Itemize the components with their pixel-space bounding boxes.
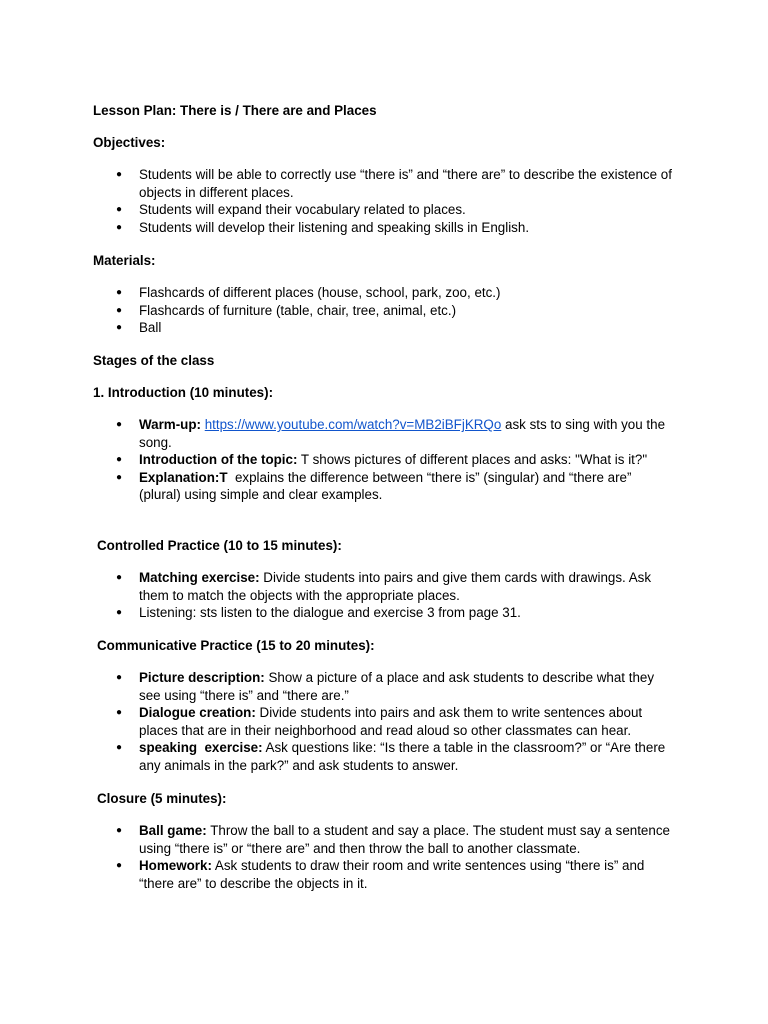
topic-text: T shows pictures of different places and asks: "What is it?" <box>297 452 648 468</box>
list-item-matching <box>0 569 674 604</box>
closure-list <box>0 822 674 892</box>
list-item: ● Flashcards of furniture (table, chair, tree, animal, etc.) <box>0 302 674 320</box>
explanation-label: Explanation:T <box>139 469 228 485</box>
explanation-text: explains the difference between “there is” (singular) and “there are” (plural) using simple and clear examples. <box>139 469 636 503</box>
speaking-label: speaking exercise: <box>139 740 263 756</box>
list-item-warmup <box>0 416 674 451</box>
list-item-ball-game <box>0 822 674 857</box>
list-item-dialogue <box>0 704 674 739</box>
list-item: ● Students will be able to correctly use “there is” and “there are” to describe the existence of objects in different places. <box>0 166 674 201</box>
ball-game-label: Ball game: <box>139 823 207 838</box>
list-item: ● Students will develop their listening and speaking skills in English. <box>0 219 674 237</box>
objectives-heading: Objectives: <box>93 135 166 150</box>
list-item: ● Flashcards of different places (house, school, park, zoo, etc.) <box>0 284 674 302</box>
objectives-list <box>0 166 674 236</box>
picture-label: Picture description: <box>139 670 265 685</box>
matching-text: Divide students into pairs and give them cards with drawings. Ask them to match the objects with the appropriate places. <box>139 570 652 603</box>
dialogue-label: Dialogue creation: <box>139 705 256 721</box>
speaking-text: Ask questions like: “Is there a table in the classroom?” or “Are there any animals in the park?” and ask students to answer. <box>139 740 666 773</box>
document-title: Lesson Plan: There is / There are and Places <box>93 103 377 118</box>
controlled-practice-heading: Controlled Practice (10 to 15 minutes): <box>97 538 342 553</box>
warmup-label: Warm-up: <box>139 417 201 432</box>
topic-label: Introduction of the topic: <box>139 452 298 468</box>
dialogue-text: Divide students into pairs and ask them to write sentences about places that are in their neighborhood and read aloud so other classmates can hear. <box>139 705 643 738</box>
list-item-homework <box>0 857 674 892</box>
communicative-practice-heading: Communicative Practice (15 to 20 minutes): <box>97 638 375 653</box>
controlled-practice-list <box>0 569 674 622</box>
list-item-picture <box>0 669 674 704</box>
materials-heading: Materials: <box>93 253 156 268</box>
warmup-text: ask sts to sing with you the song. <box>139 417 666 450</box>
introduction-heading: 1. Introduction (10 minutes): <box>93 385 274 400</box>
matching-label: Matching exercise: <box>139 570 260 585</box>
communicative-practice-list <box>0 669 674 775</box>
warmup-link[interactable]: https://www.youtube.com/watch?v=MB2iBFjKRQo <box>204 417 502 432</box>
list-item-speaking <box>0 739 674 774</box>
closure-heading: Closure (5 minutes): <box>97 791 227 806</box>
picture-text: Show a picture of a place and ask students to describe what they see using “there is” and “there are.” <box>139 670 655 703</box>
stages-heading: Stages of the class <box>93 353 215 368</box>
introduction-list <box>0 416 674 504</box>
list-item-topic <box>0 451 674 469</box>
list-item: ● Ball <box>0 319 674 337</box>
list-item-listening: ● Listening: sts listen to the dialogue and exercise 3 from page 31. <box>0 604 674 622</box>
ball-game-text: Throw the ball to a student and say a place. The student must say a sentence using “there is” or “there are” and then throw the ball to another classmate. <box>139 823 670 856</box>
list-item: ● Students will expand their vocabulary related to places. <box>0 201 674 219</box>
materials-list <box>0 284 674 337</box>
homework-text: Ask students to draw their room and write sentences using “there is” and “there are” to describe the objects in it. <box>139 858 645 891</box>
homework-label: Homework: <box>139 858 212 874</box>
list-item-explanation <box>0 469 674 504</box>
